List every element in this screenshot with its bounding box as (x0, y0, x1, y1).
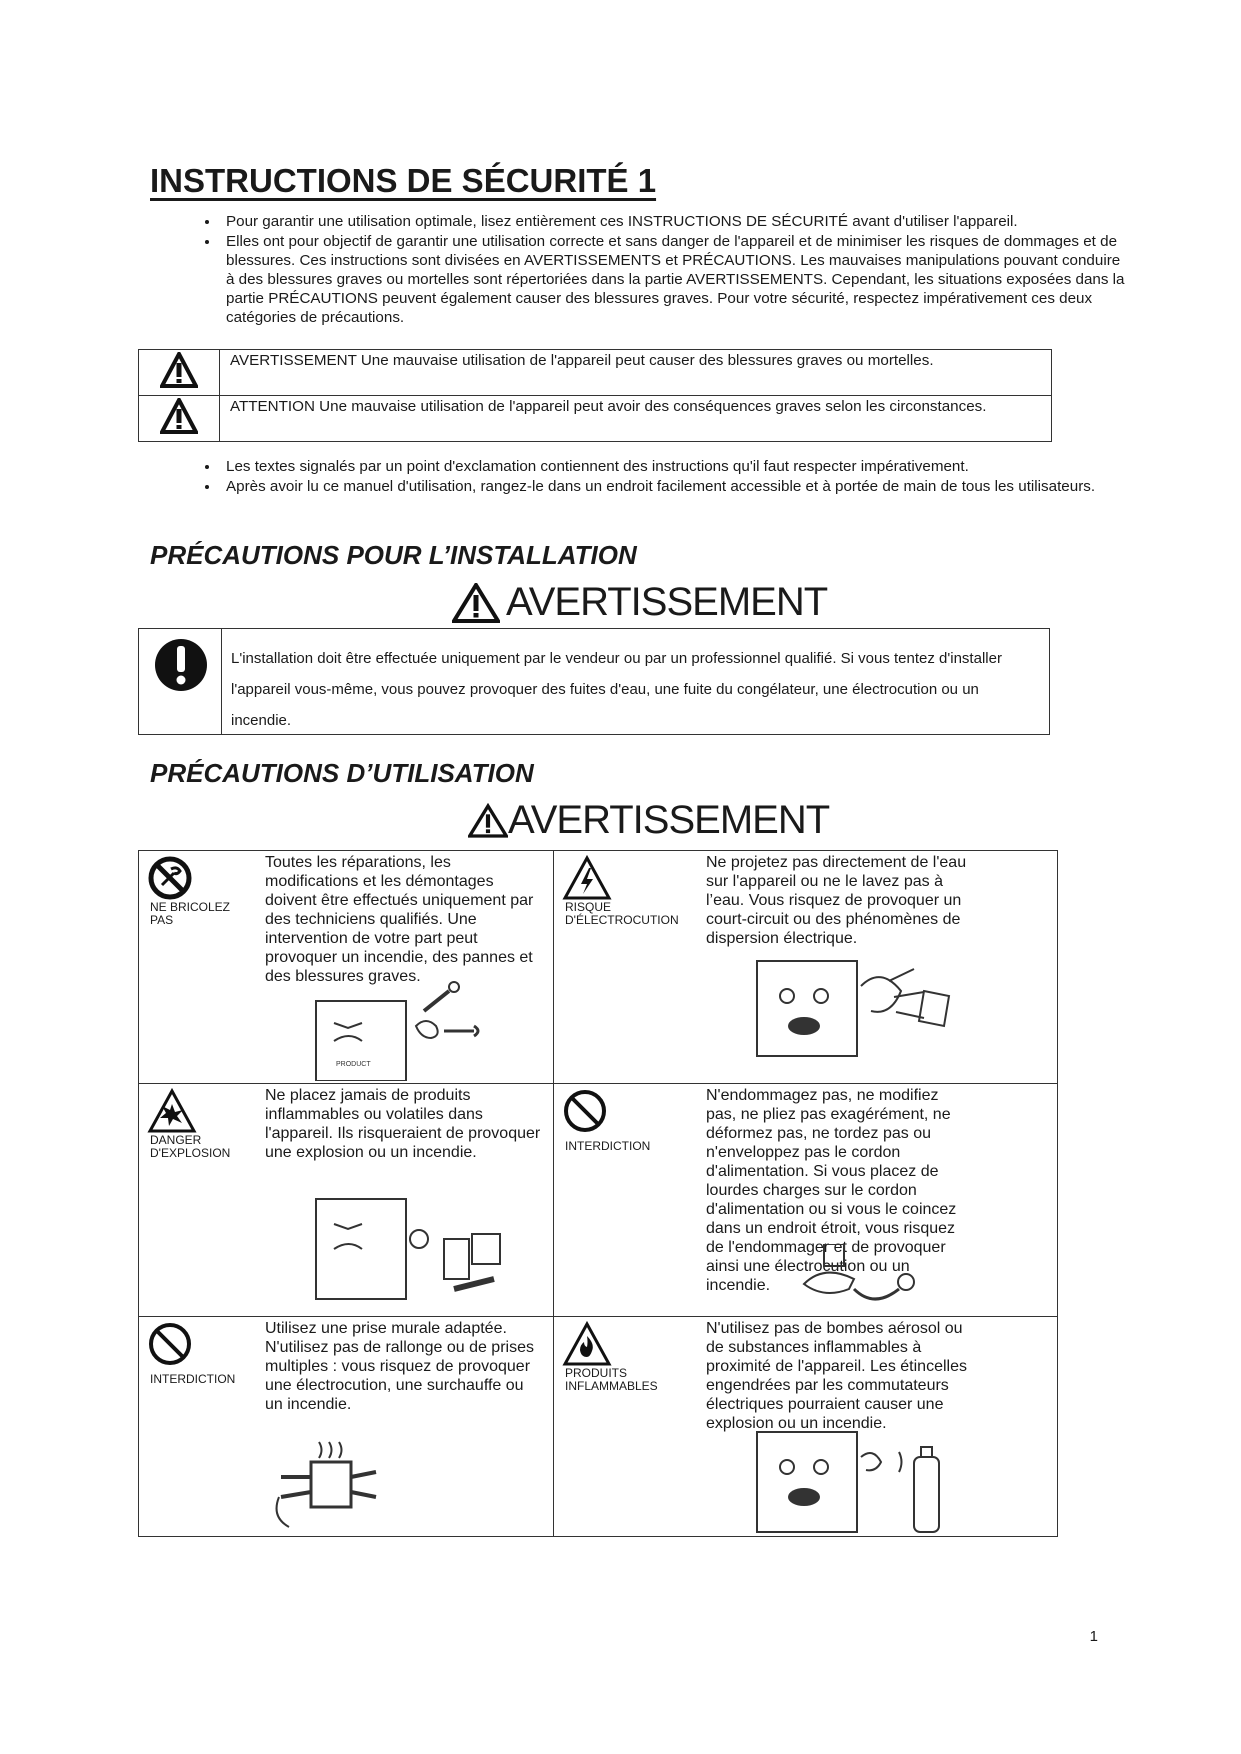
warning-triangle-icon (160, 352, 198, 388)
multi-plug-illustration (269, 1437, 389, 1537)
usage-warnings-grid (138, 850, 1058, 1537)
prohibition-icon (147, 1321, 193, 1367)
warning-legend-table (138, 349, 1052, 442)
install-text: L'installation doit être effectuée uniquement par le vendeur ou par un professionnel qualifié. Si vous tentez d'installer l'appareil vous-même, vous pouvez provoquer des fuites d'eau, une fuite du congélateur, une électrocution ou un incendie. (231, 650, 1002, 729)
after-bullet: • Après avoir lu ce manuel d'utilisation, rangez-le dans un endroit facilement accessible et à portée de main de tous les utilisateurs. (220, 477, 1130, 496)
warning-cell (554, 1084, 970, 1318)
legend-icon-cell (139, 350, 220, 396)
flammables-in-fridge-illustration (304, 1194, 514, 1304)
warning-text: Utilisez une prise murale adaptée. N'utilisez pas de rallonge ou de prises multiples : vous risquez de provoquer une électrocution, une surchauffe ou un incendie. (265, 1320, 534, 1413)
warning-cell (139, 1084, 555, 1318)
usage-heading: PRÉCAUTIONS D’UTILISATION (150, 758, 534, 788)
illustration-label: PRODUCT (336, 1061, 371, 1068)
after-bullet: • Les textes signalés par un point d'exclamation contiennent des instructions qu'il faut respecter impérativement. (220, 457, 1130, 476)
install-warning-header (452, 580, 827, 625)
warning-cell (554, 1317, 970, 1551)
electric-shock-icon (562, 855, 612, 901)
usage-warning-header (468, 798, 829, 843)
symbol-label: INTERDICTION (565, 1139, 651, 1153)
install-box-divider (221, 629, 222, 734)
symbol-label: INTERDICTION (150, 1372, 236, 1386)
warning-triangle-icon (468, 803, 508, 839)
warning-cell (139, 851, 555, 1085)
prohibition-icon (562, 1088, 608, 1134)
warning-text: Toutes les réparations, les modifications et les démontages doivent être effectués uniquement par des techniciens qualifiés. Une intervention de votre part peut provoquer un incendie, des pannes et des blessures graves. (265, 854, 534, 985)
symbol-label: PRODUITS INFLAMMABLES (565, 1366, 658, 1393)
warning-text: Ne projetez pas directement de l'eau sur l'appareil ou ne le lavez pas à l’eau. Vous risquez de provoquer un court-circuit ou des phénomènes de dispersion électrique. (706, 854, 967, 947)
usage-warning-label: AVERTISSEMENT (508, 798, 830, 842)
warning-text: N'endommagez pas, ne modifiez pas, ne pliez pas exagérément, ne déformez pas, ne tordez pas ou n'enveloppez pas le cordon d'alimentation. Si vous placez de lourdes charges sur le cordon d'alimentation ou si vous le coincez dans un endroit étroit, vous risquez de l'endommager et de provoquer ainsi une électrocution ou un incendie. (706, 1087, 957, 1294)
page-number: 1 (1089, 1628, 1098, 1645)
after-bullet-list (190, 457, 1130, 497)
warning-text: Ne placez jamais de produits inflammables ou volatiles dans l'appareil. Ils risqueraient de provoquer une explosion ou un incendie. (265, 1087, 541, 1161)
legend-icon-cell (139, 396, 220, 442)
warning-triangle-icon (452, 583, 500, 623)
warning-cell (139, 1317, 555, 1551)
symbol-label: NE BRICOLEZ PAS (150, 900, 231, 927)
warning-text: N'utilisez pas de bombes aérosol ou de substances inflammables à proximité de l'appareil. Les étincelles engendrées par les commutateurs électriques pourraient causer une explosion ou un incendie. (706, 1320, 967, 1432)
page-title: INSTRUCTIONS DE SÉCURITÉ 1 (150, 162, 657, 199)
install-warning-label: AVERTISSEMENT (506, 580, 828, 624)
intro-bullet: • Elles ont pour objectif de garantir une utilisation correcte et sans danger de l'appareil et de minimiser les risques de dommages et de blessures. Ces instructions sont divisées en AVERTISSEMENTS et PRÉCAUTIONS. Les mauvaises manipulations pouvant conduire à des blessures graves ou mortelles sont répertoriées dans la partie AVERTISSEMENTS. Cependant, les situations exposées dans la partie PRÉCAUTIONS peuvent également causer des blessures graves. Pour votre sécurité, respectez impérativement ces deux catégories de précautions. (220, 232, 1130, 327)
install-box (138, 628, 1050, 735)
install-heading: PRÉCAUTIONS POUR L’INSTALLATION (150, 540, 637, 570)
intro-bullet-list (190, 212, 1130, 328)
crushed-cord-illustration (794, 1244, 924, 1314)
water-spray-illustration (749, 941, 969, 1071)
legend-row (139, 350, 1052, 396)
warning-cell (554, 851, 970, 1085)
legend-row (139, 396, 1052, 442)
no-tinkering-icon (147, 855, 193, 901)
aerosol-illustration (749, 1427, 969, 1537)
legend-text: ATTENTION Une mauvaise utilisation de l'appareil peut avoir des conséquences graves selon les circonstances. (220, 396, 1052, 442)
flammable-icon (562, 1321, 612, 1367)
explosion-icon (147, 1088, 197, 1134)
exclamation-circle-icon (153, 635, 209, 695)
warning-triangle-icon (160, 398, 198, 434)
product-tools-illustration (304, 981, 504, 1081)
symbol-label: DANGER D'EXPLOSION (150, 1133, 231, 1160)
symbol-label: RISQUE D'ÉLECTROCUTION (565, 900, 679, 927)
legend-text: AVERTISSEMENT Une mauvaise utilisation de l'appareil peut causer des blessures graves ou mortelles. (220, 350, 1052, 396)
intro-bullet: • Pour garantir une utilisation optimale, lisez entièrement ces INSTRUCTIONS DE SÉCURITÉ avant d'utiliser l'appareil. (220, 212, 1130, 231)
